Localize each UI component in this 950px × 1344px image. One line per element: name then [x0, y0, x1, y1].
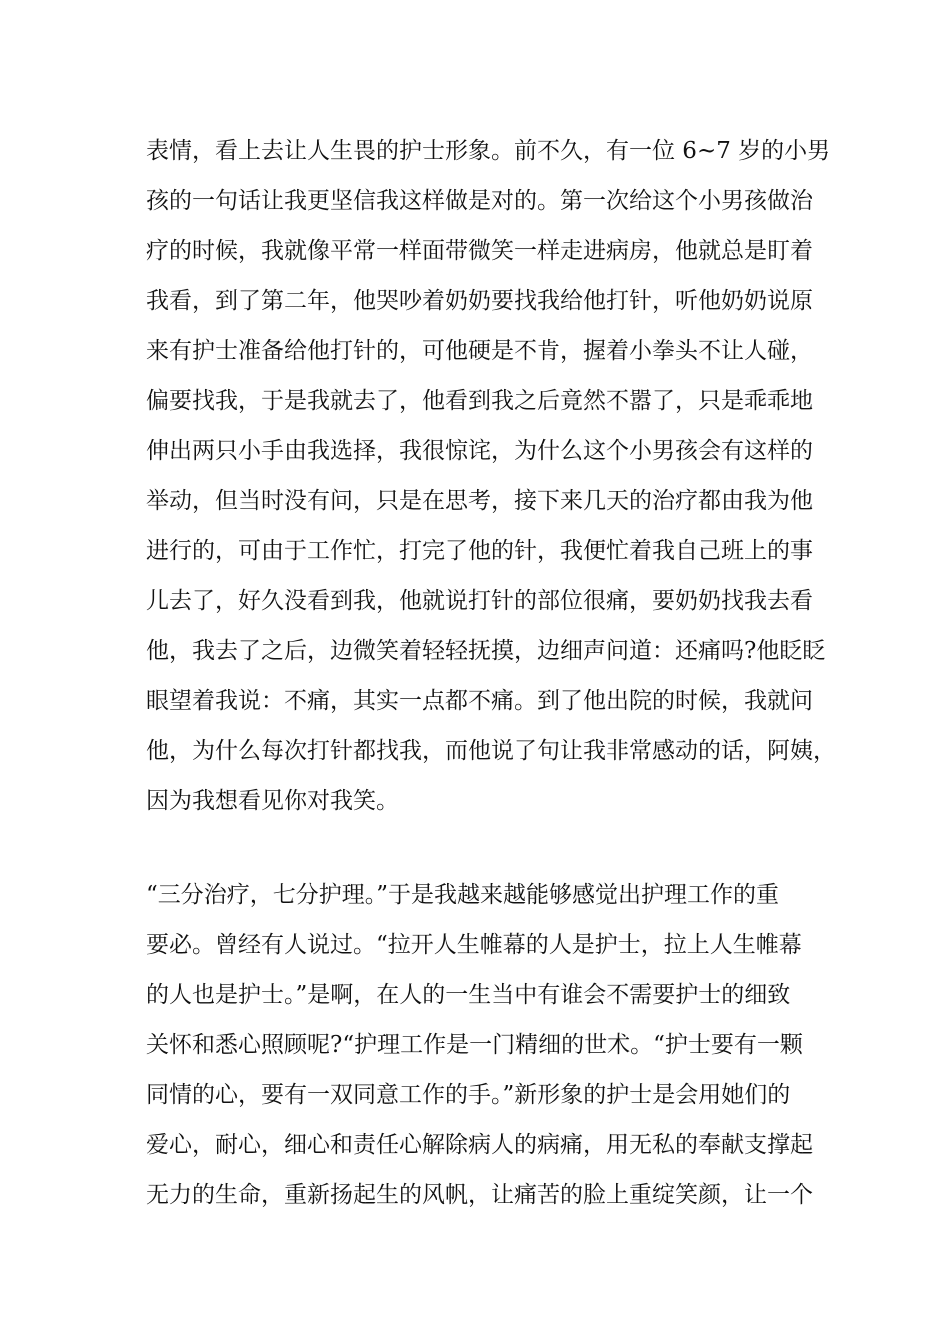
- text-line: 疗的时候，我就像平常一样面带微笑一样走进病房，他就总是盯着: [146, 238, 813, 264]
- text-line: 的人也是护士。”是啊，在人的一生当中有谁会不需要护士的细致: [146, 982, 791, 1008]
- paragraph-2: [146, 870, 836, 1220]
- text-line: 无力的生命，重新扬起生的风帆，让痛苦的脸上重绽笑颜，让一个: [146, 1182, 813, 1208]
- paragraph-1: [146, 126, 836, 826]
- text-line: 眼望着我说：不痛，其实一点都不痛。到了他出院的时候，我就问: [146, 688, 813, 714]
- text-line: 伸出两只小手由我选择，我很惊诧，为什么这个小男孩会有这样的: [146, 438, 813, 464]
- text-line: 我看，到了第二年，他哭吵着奶奶要找我给他打针，听他奶奶说原: [146, 288, 813, 314]
- text-line: 表情，看上去让人生畏的护士形象。前不久，有一位 6~7 岁的小男: [146, 138, 831, 164]
- text-line: 偏要找我，于是我就去了，他看到我之后竟然不嚣了，只是乖乖地: [146, 388, 813, 414]
- text-line: 爱心，耐心，细心和责任心解除病人的病痛，用无私的奉献支撑起: [146, 1132, 813, 1158]
- text-line: 儿去了，好久没看到我，他就说打针的部位很痛，要奶奶找我去看: [146, 588, 813, 614]
- text-line: 同情的心，要有一双同意工作的手。”新形象的护士是会用她们的: [146, 1082, 791, 1108]
- text-line: 他，我去了之后，边微笑着轻轻抚摸，边细声问道：还痛吗?他眨眨: [146, 638, 826, 664]
- text-line: 孩的一句话让我更坚信我这样做是对的。第一次给这个小男孩做治: [146, 188, 813, 214]
- text-line: 要必。曾经有人说过。“拉开人生帷幕的人是护士，拉上人生帷幕: [146, 932, 802, 958]
- text-line: 来有护士准备给他打针的，可他硬是不肯，握着小拳头不让人碰，: [146, 338, 813, 364]
- text-line: 因为我想看见你对我笑。: [146, 788, 399, 814]
- text-line: 举动，但当时没有问，只是在思考，接下来几天的治疗都由我为他: [146, 488, 813, 514]
- text-line: “三分治疗，七分护理。”于是我越来越能够感觉出护理工作的重: [146, 882, 780, 908]
- text-line: 他，为什么每次打针都找我，而他说了句让我非常感动的话，阿姨，: [146, 738, 836, 764]
- text-line: 进行的，可由于工作忙，打完了他的针，我便忙着我自己班上的事: [146, 538, 813, 564]
- text-line: 关怀和悉心照顾呢?“护理工作是一门精细的世术。“护士要有一颗: [146, 1032, 803, 1058]
